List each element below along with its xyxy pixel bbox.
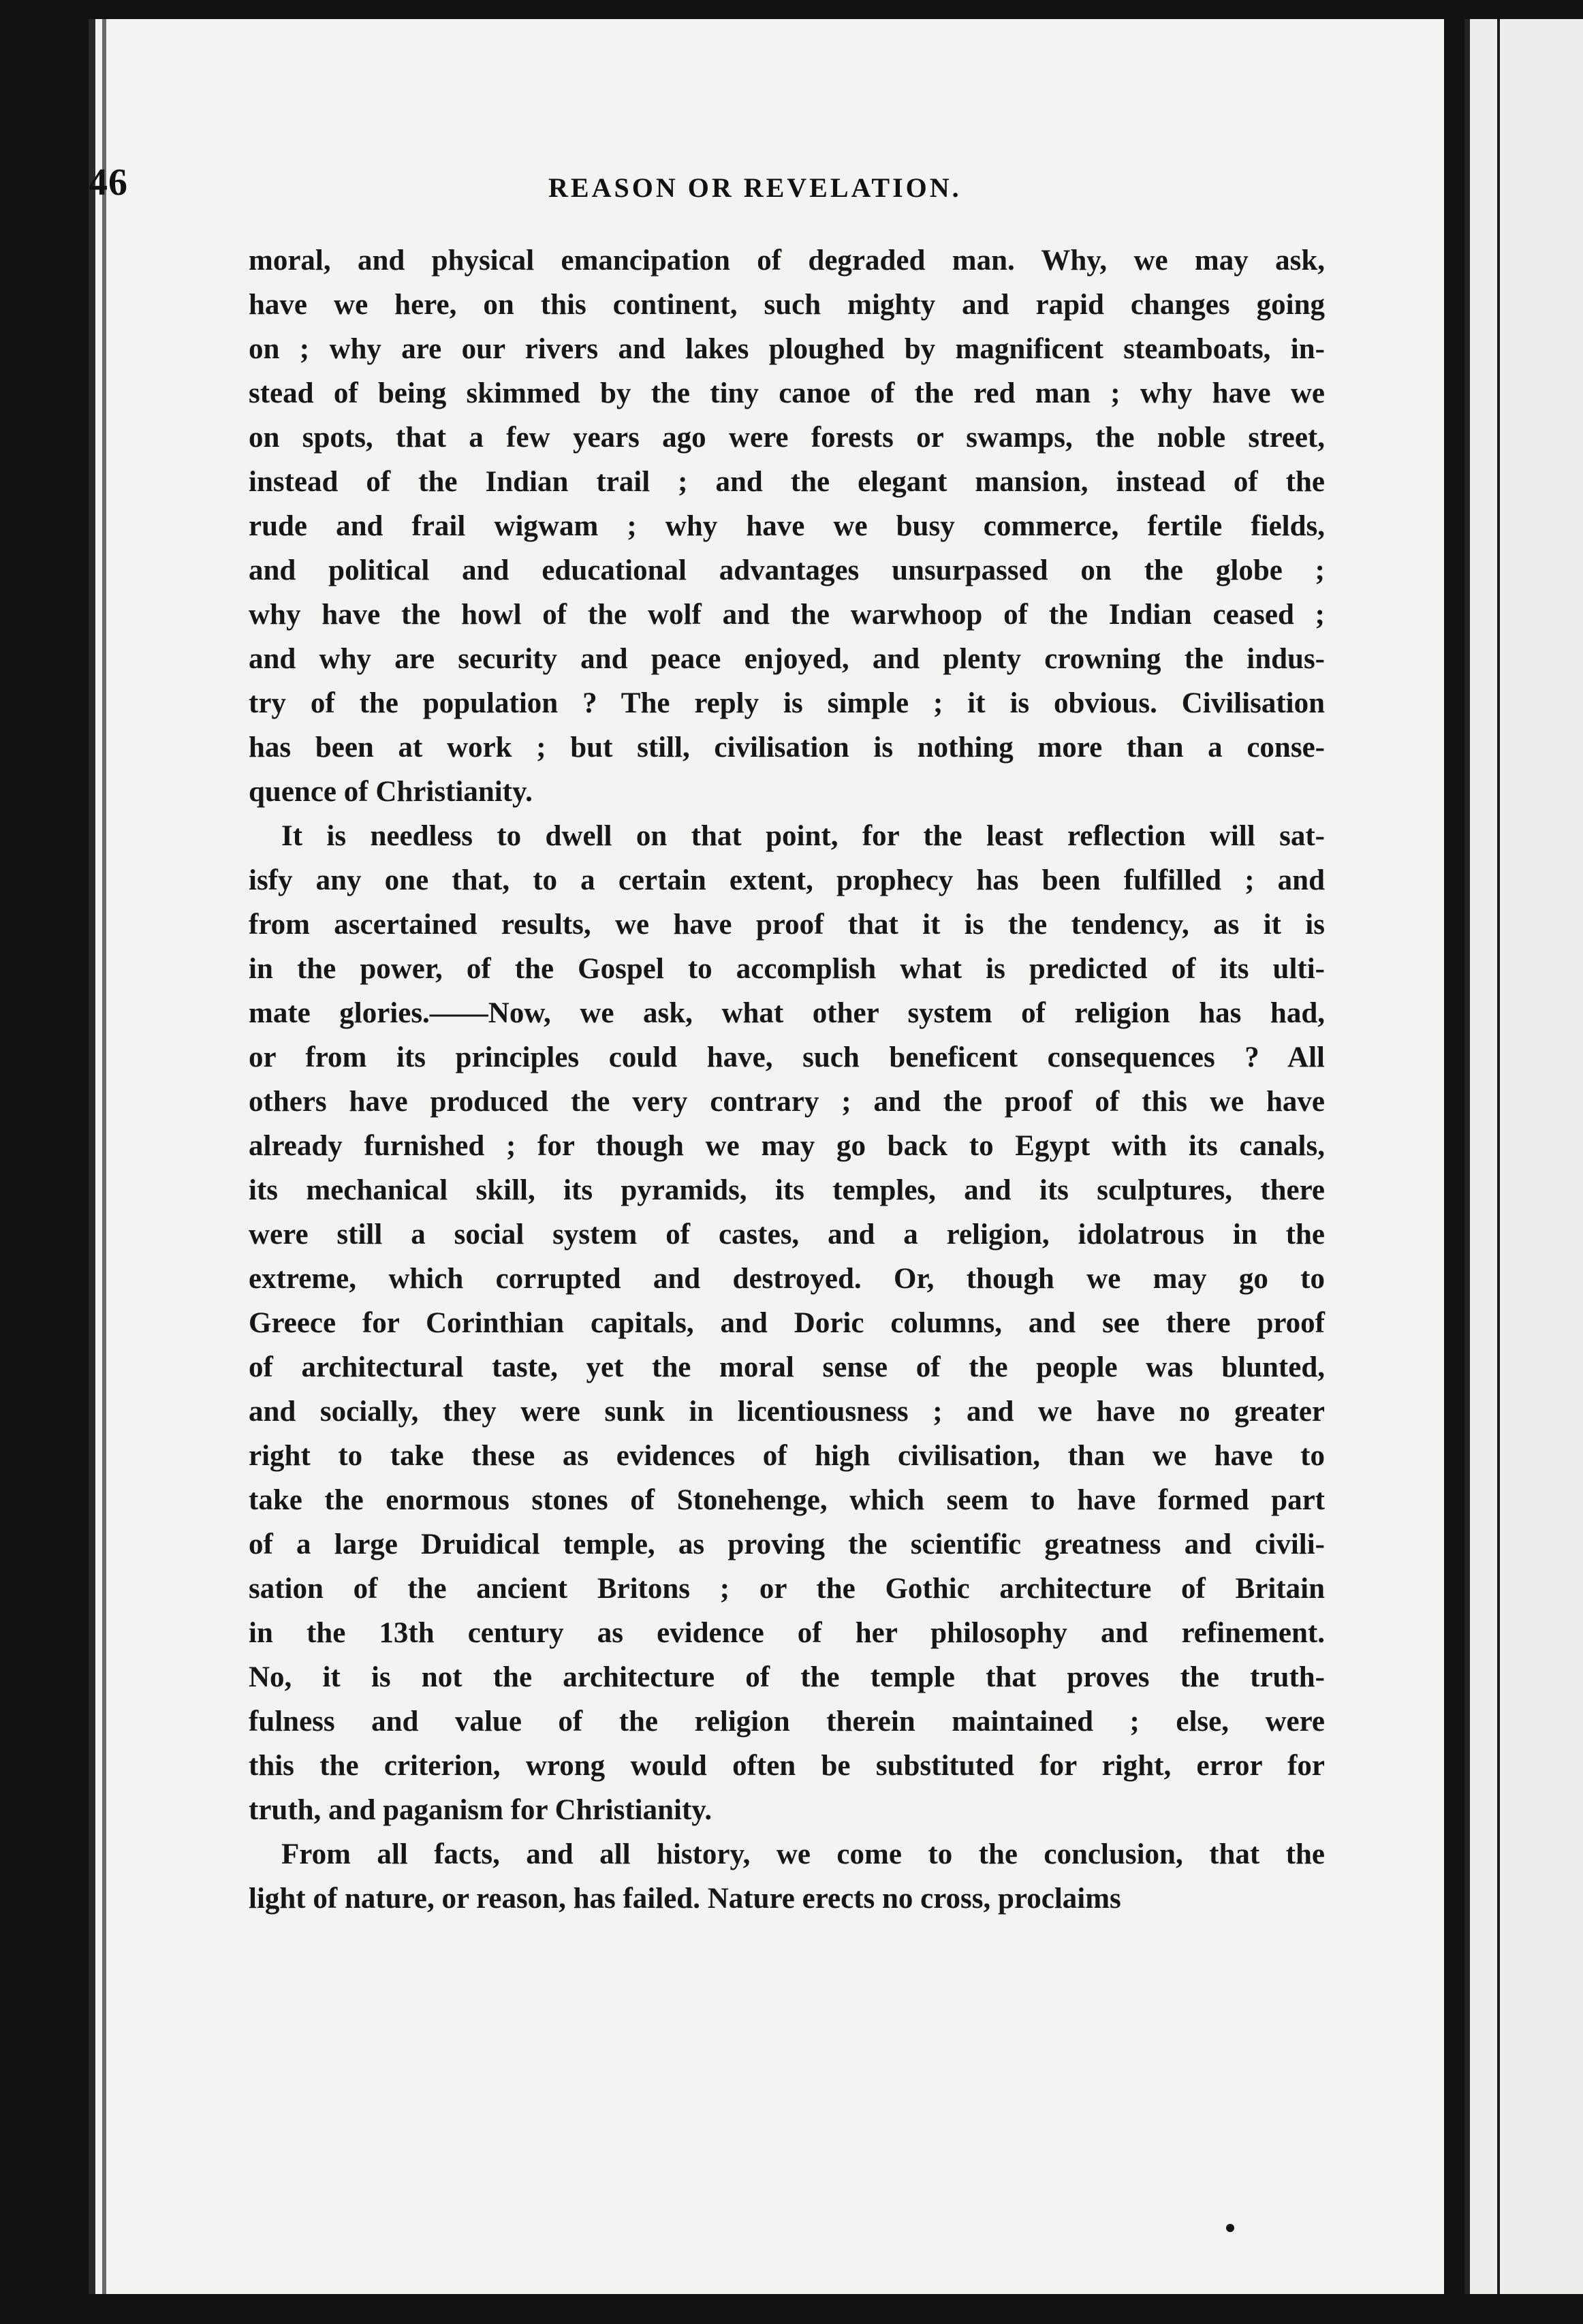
text-line: its mechanical skill, its pyramids, its temples, and its sculptures, there [249,1174,1325,1206]
text-line: of a large Druidical temple, as proving the scientific greatness and civili- [249,1528,1325,1560]
scan-speck [1226,2224,1234,2232]
page-gutter-edge [102,19,106,2294]
text-line: try of the population ? The reply is simple ; it is obvious. Civilisation [249,687,1325,719]
text-line: extreme, which corrupted and destroyed. Or, though we may go to [249,1263,1325,1295]
text-line: in the power, of the Gospel to accomplish what is predicted of its ulti- [249,953,1325,985]
paragraph [249,238,1325,814]
text-line: and why are security and peace enjoyed, and plenty crowning the indus- [249,643,1325,675]
text-line: fulness and value of the religion therein maintained ; else, were [249,1706,1325,1738]
adjacent-page-border [1497,19,1500,2294]
text-line: were still a social system of castes, and a religion, idolatrous in the [249,1219,1325,1251]
adjacent-page-edge [1464,19,1583,2294]
body-text [249,238,1325,1921]
text-line: From all facts, and all history, we come to the conclusion, that the [281,1838,1325,1870]
text-line: moral, and physical emancipation of degraded man. Why, we may ask, [249,245,1325,277]
text-line: has been at work ; but still, civilisation is nothing more than a conse- [249,732,1325,764]
text-line: in the 13th century as evidence of her philosophy and refinement. [249,1617,1325,1649]
text-line: light of nature, or reason, has failed. Nature erects no cross, proclaims [249,1883,1121,1915]
text-line: No, it is not the architecture of the temple that proves the truth- [249,1661,1325,1693]
text-line: and socially, they were sunk in licentiousness ; and we have no greater [249,1396,1325,1428]
page-number: 46 [89,161,128,204]
text-line: on ; why are our rivers and lakes ploughed by magnificent steamboats, in- [249,333,1325,365]
text-line: have we here, on this continent, such mighty and rapid changes going [249,289,1325,321]
text-line: why have the howl of the wolf and the warwhoop of the Indian ceased ; [249,599,1325,631]
text-line: right to take these as evidences of high civilisation, than we have to [249,1440,1325,1472]
text-line: already furnished ; for though we may go back to Egypt with its canals, [249,1130,1325,1162]
text-line: of architectural taste, yet the moral sense of the people was blunted, [249,1351,1325,1383]
text-line: and political and educational advantages unsurpassed on the globe ; [249,554,1325,586]
paragraph [249,814,1325,1832]
text-line: this the criterion, wrong would often be substituted for right, error for [249,1750,1325,1782]
text-line: stead of being skimmed by the tiny canoe of the red man ; why have we [249,377,1325,409]
text-line: mate glories.——Now, we ask, what other system of religion has had, [249,997,1325,1029]
text-line: from ascertained results, we have proof that it is the tendency, as it is [249,909,1325,941]
text-line: instead of the Indian trail ; and the elegant mansion, instead of the [249,466,1325,498]
text-line: sation of the ancient Britons ; or the Gothic architecture of Britain [249,1573,1325,1605]
text-line: quence of Christianity. [249,776,533,808]
text-line: isfy any one that, to a certain extent, prophecy has been fulfilled ; and [249,864,1325,896]
text-line: rude and frail wigwam ; why have we busy commerce, fertile fields, [249,510,1325,542]
text-line: It is needless to dwell on that point, for the least reflection will sat- [281,820,1325,852]
text-line: Greece for Corinthian capitals, and Doric columns, and see there proof [249,1307,1325,1339]
text-line: take the enormous stones of Stonehenge, which seem to have formed part [249,1484,1325,1516]
paragraph [249,1832,1325,1921]
text-line: truth, and paganism for Christianity. [249,1794,712,1826]
text-line: on spots, that a few years ago were forests or swamps, the noble street, [249,422,1325,454]
text-line: others have produced the very contrary ; and the proof of this we have [249,1086,1325,1118]
text-line: or from its principles could have, such beneficent consequences ? All [249,1041,1325,1073]
running-title: REASON OR REVELATION. [548,172,962,203]
